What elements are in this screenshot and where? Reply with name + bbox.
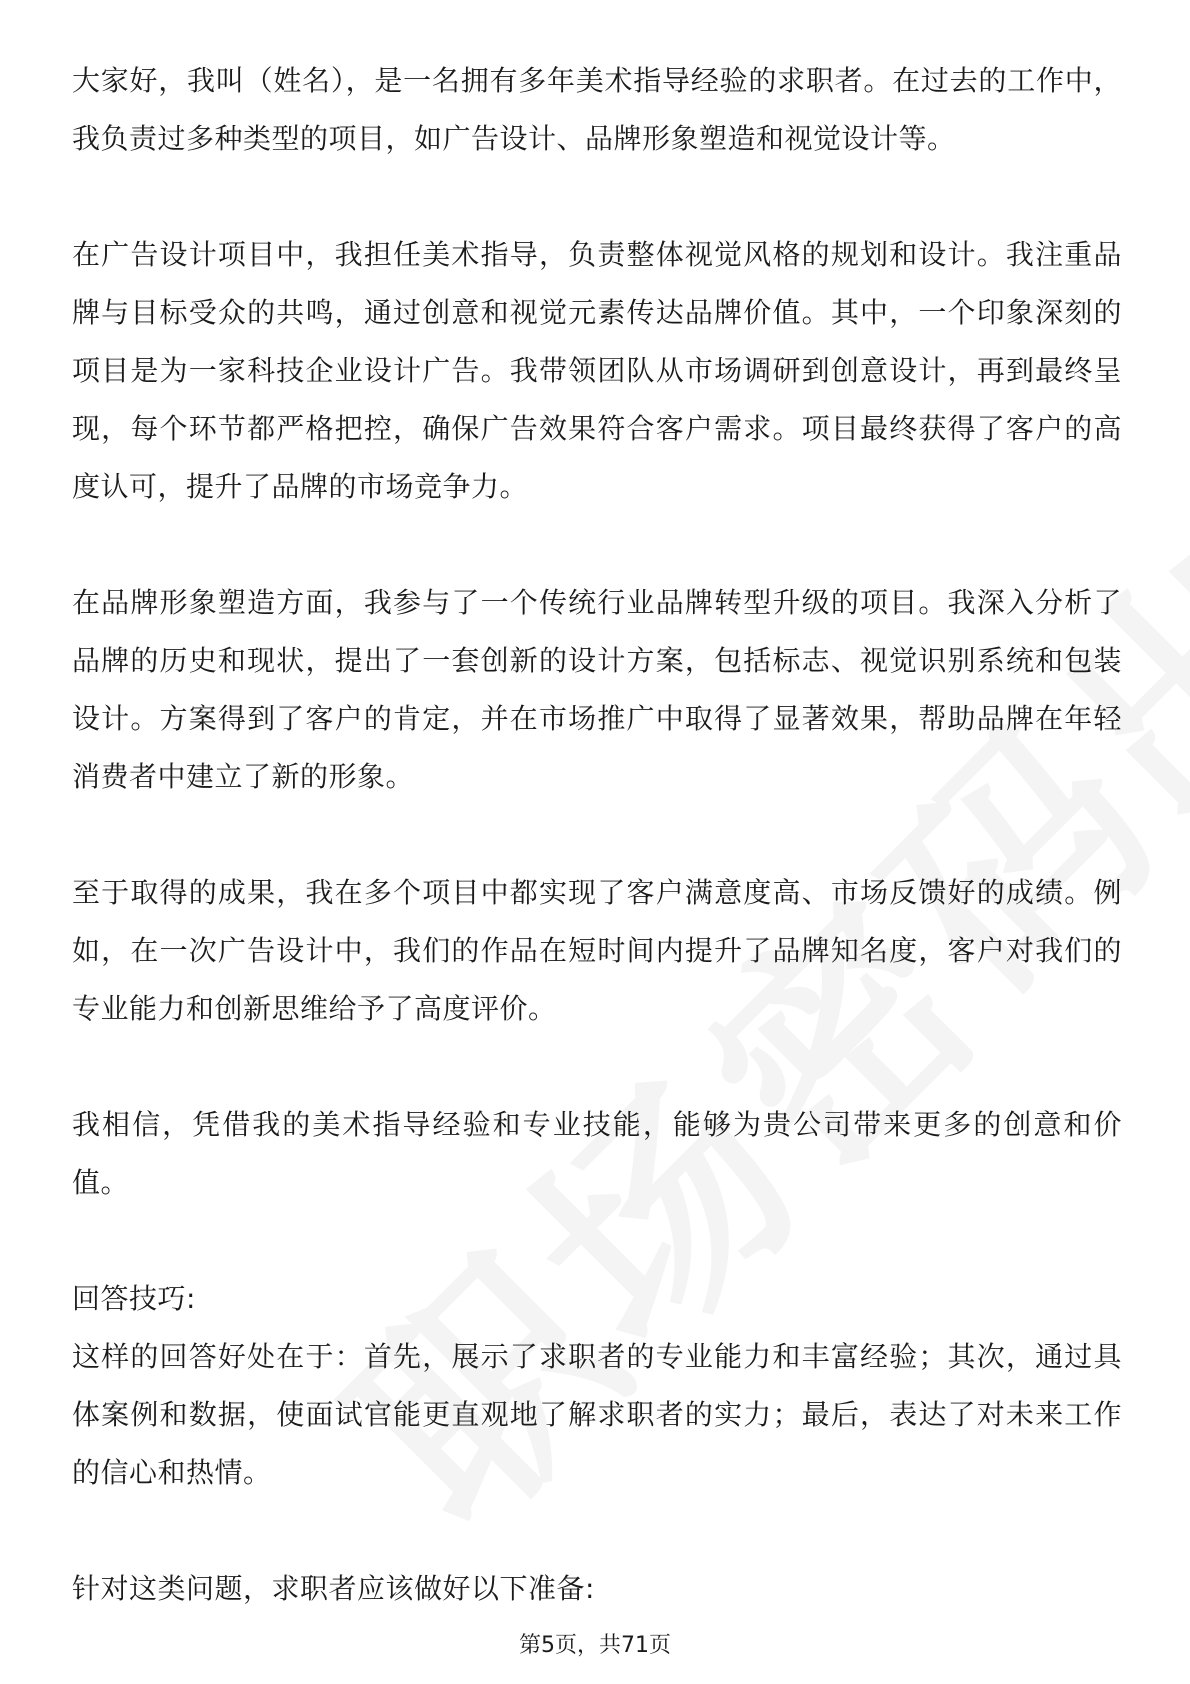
document-body — [72, 52, 1122, 1618]
preparation-line: 针对这类问题，求职者应该做好以下准备: — [72, 1572, 595, 1605]
paragraph-intro: 大家好，我叫（姓名），是一名拥有多年美术指导经验的求职者。在过去的工作中，我负责过多种类型的项目，如广告设计、品牌形象塑造和视觉设计等。 — [72, 64, 1122, 155]
paragraph-advertising: 在广告设计项目中，我担任美术指导，负责整体视觉风格的规划和设计。我注重品牌与目标受众的共鸣，通过创意和视觉元素传达品牌价值。其中，一个印象深刻的项目是为一家科技企业设计广告。我带领团队从市场调研到创意设计，再到最终呈现，每个环节都严格把控，确保广告效果符合客户需求。项目最终获得了客户的高度认可，提升了品牌的市场竞争力。 — [72, 238, 1122, 503]
tips-heading: 回答技巧: — [72, 1282, 196, 1315]
tips-body: 这样的回答好处在于：首先，展示了求职者的专业能力和丰富经验；其次，通过具体案例和数据，使面试官能更直观地了解求职者的实力；最后，表达了对未来工作的信心和热情。 — [72, 1340, 1122, 1489]
paragraph-closing: 我相信，凭借我的美术指导经验和专业技能，能够为贵公司带来更多的创意和价值。 — [72, 1108, 1122, 1199]
page-number: 第5页，共71页 — [519, 1633, 671, 1658]
paragraph-branding: 在品牌形象塑造方面，我参与了一个传统行业品牌转型升级的项目。我深入分析了品牌的历史和现状，提出了一套创新的设计方案，包括标志、视觉识别系统和包装设计。方案得到了客户的肯定，并在市场推广中取得了显著效果，帮助品牌在年轻消费者中建立了新的形象。 — [72, 586, 1122, 793]
paragraph-results: 至于取得的成果，我在多个项目中都实现了客户满意度高、市场反馈好的成绩。例如，在一次广告设计中，我们的作品在短时间内提升了品牌知名度，客户对我们的专业能力和创新思维给予了高度评价。 — [72, 876, 1122, 1025]
